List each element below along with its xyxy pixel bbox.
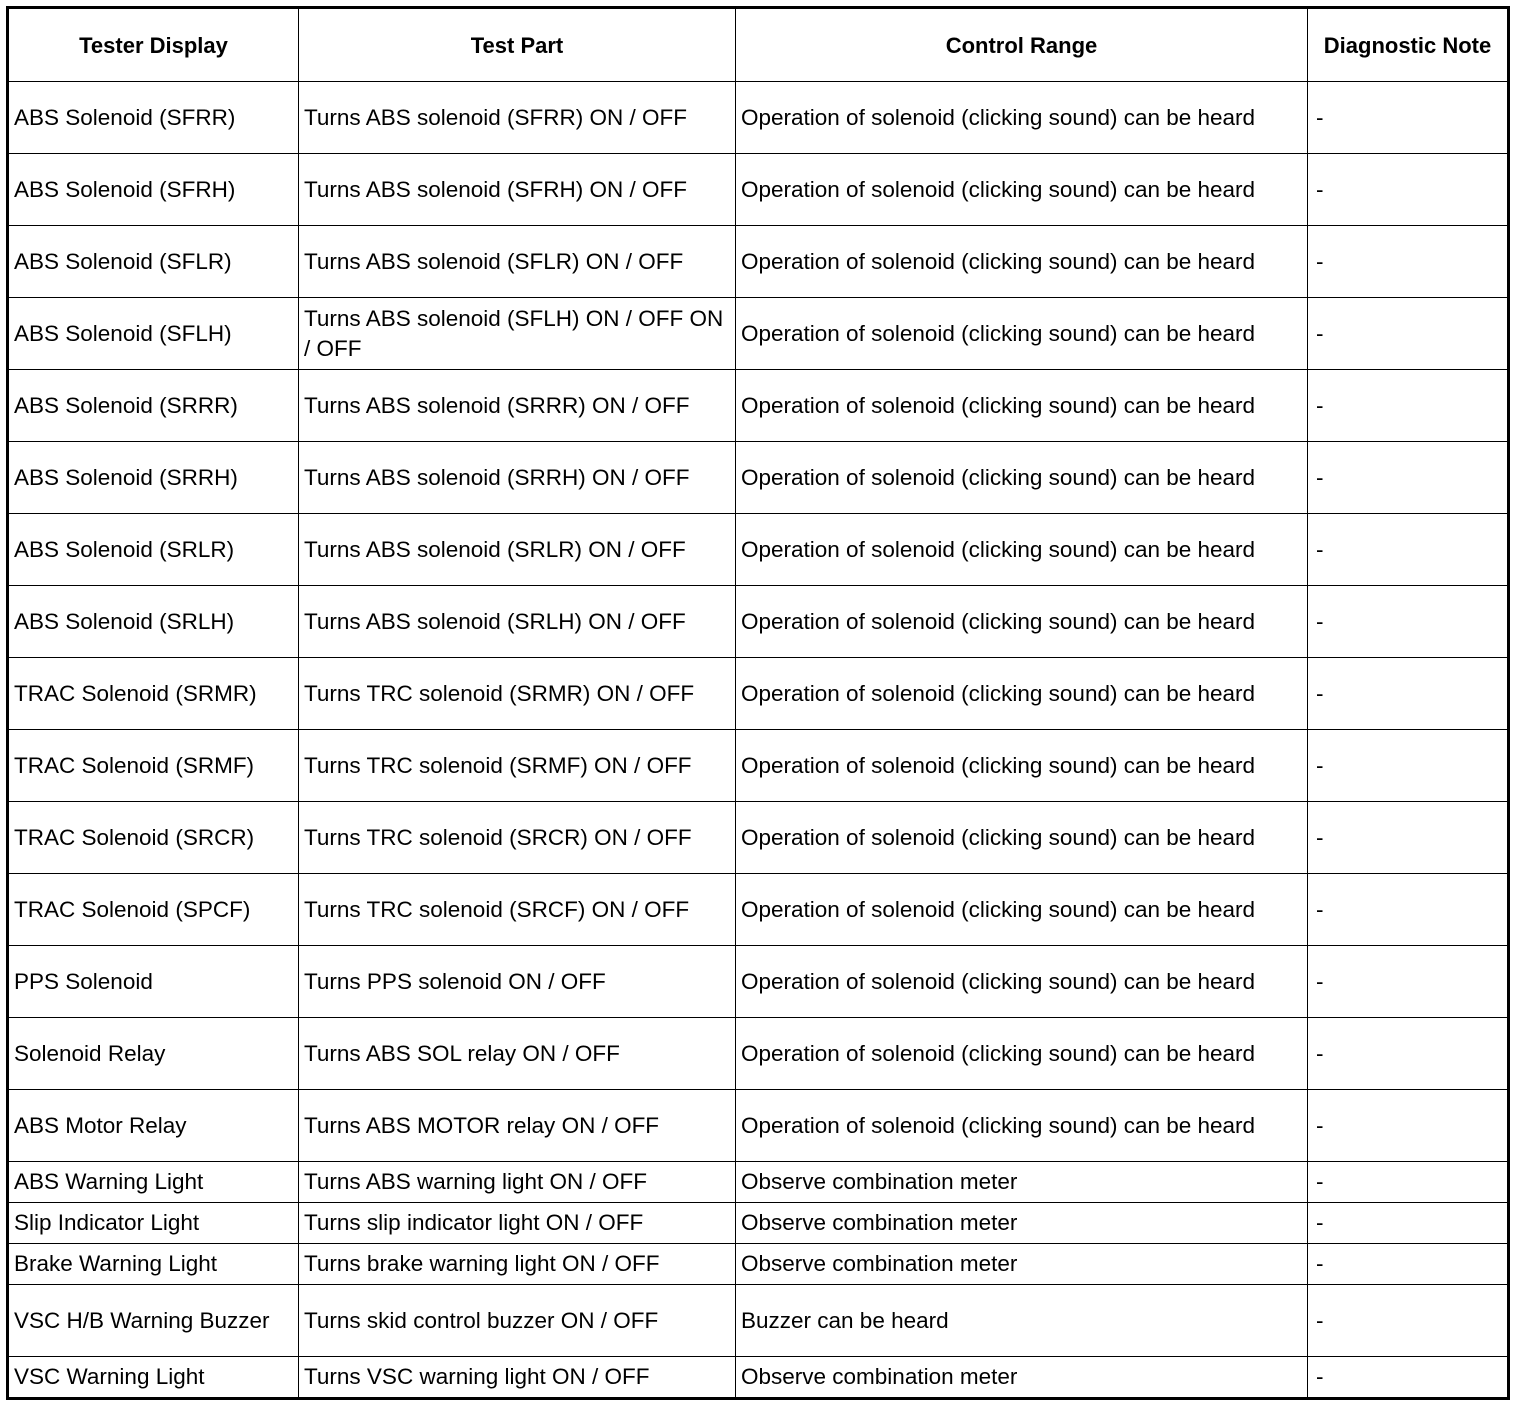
table-row (8, 1162, 1509, 1203)
table-row (8, 1018, 1509, 1090)
tester-display-cell: TRAC Solenoid (SRCR) (8, 802, 299, 874)
tester-display-cell: ABS Warning Light (8, 1162, 299, 1203)
tester-display-cell: ABS Solenoid (SRRR) (8, 370, 299, 442)
control-range-cell: Operation of solenoid (clicking sound) can be heard (736, 1018, 1308, 1090)
tester-display-cell: VSC Warning Light (8, 1357, 299, 1399)
diagnostic-note-cell: - (1308, 658, 1509, 730)
test-part-cell: Turns PPS solenoid ON / OFF (299, 946, 736, 1018)
tester-display-cell: TRAC Solenoid (SRMF) (8, 730, 299, 802)
diagnostic-note-cell: - (1308, 298, 1509, 370)
tester-display-cell: Solenoid Relay (8, 1018, 299, 1090)
test-part-cell: Turns TRC solenoid (SRCR) ON / OFF (299, 802, 736, 874)
tester-display-cell: ABS Solenoid (SFLR) (8, 226, 299, 298)
test-part-cell: Turns ABS solenoid (SRRR) ON / OFF (299, 370, 736, 442)
control-range-cell: Operation of solenoid (clicking sound) can be heard (736, 370, 1308, 442)
header-row (8, 8, 1509, 82)
table-row (8, 730, 1509, 802)
control-range-cell: Operation of solenoid (clicking sound) can be heard (736, 586, 1308, 658)
table-row (8, 1090, 1509, 1162)
test-part-cell: Turns VSC warning light ON / OFF (299, 1357, 736, 1399)
table-row (8, 442, 1509, 514)
table-row (8, 1285, 1509, 1357)
table-row (8, 586, 1509, 658)
table-row (8, 370, 1509, 442)
table-row (8, 874, 1509, 946)
control-range-cell: Observe combination meter (736, 1203, 1308, 1244)
test-part-cell: Turns ABS solenoid (SFLR) ON / OFF (299, 226, 736, 298)
diagnostic-note-cell: - (1308, 1285, 1509, 1357)
diagnostic-note-cell: - (1308, 802, 1509, 874)
control-range-cell: Operation of solenoid (clicking sound) can be heard (736, 226, 1308, 298)
diagnostic-note-cell: - (1308, 1203, 1509, 1244)
control-range-cell: Observe combination meter (736, 1162, 1308, 1203)
active-test-table (6, 6, 1510, 1400)
control-range-cell: Operation of solenoid (clicking sound) can be heard (736, 1090, 1308, 1162)
control-range-cell: Observe combination meter (736, 1244, 1308, 1285)
control-range-cell: Operation of solenoid (clicking sound) can be heard (736, 802, 1308, 874)
test-part-cell: Turns skid control buzzer ON / OFF (299, 1285, 736, 1357)
table-row (8, 298, 1509, 370)
table-row (8, 226, 1509, 298)
test-part-cell: Turns brake warning light ON / OFF (299, 1244, 736, 1285)
control-range-cell: Operation of solenoid (clicking sound) can be heard (736, 442, 1308, 514)
diagnostic-note-cell: - (1308, 442, 1509, 514)
tester-display-cell: ABS Solenoid (SRRH) (8, 442, 299, 514)
header-control-range: Control Range (736, 8, 1308, 82)
diagnostic-note-cell: - (1308, 1090, 1509, 1162)
diagnostic-note-cell: - (1308, 226, 1509, 298)
tester-display-cell: ABS Motor Relay (8, 1090, 299, 1162)
test-part-cell: Turns ABS solenoid (SFLH) ON / OFF ON / OFF (299, 298, 736, 370)
control-range-cell: Operation of solenoid (clicking sound) can be heard (736, 658, 1308, 730)
tester-display-cell: VSC H/B Warning Buzzer (8, 1285, 299, 1357)
control-range-cell: Operation of solenoid (clicking sound) can be heard (736, 298, 1308, 370)
diagnostic-note-cell: - (1308, 874, 1509, 946)
tester-display-cell: PPS Solenoid (8, 946, 299, 1018)
tester-display-cell: ABS Solenoid (SRLR) (8, 514, 299, 586)
table-body (8, 82, 1509, 1399)
header-test-part: Test Part (299, 8, 736, 82)
table-wrapper (6, 6, 1510, 1400)
tester-display-cell: Brake Warning Light (8, 1244, 299, 1285)
table-row (8, 946, 1509, 1018)
test-part-cell: Turns ABS solenoid (SRRH) ON / OFF (299, 442, 736, 514)
control-range-cell: Operation of solenoid (clicking sound) can be heard (736, 874, 1308, 946)
test-part-cell: Turns ABS solenoid (SFRH) ON / OFF (299, 154, 736, 226)
tester-display-cell: ABS Solenoid (SFRH) (8, 154, 299, 226)
diagnostic-note-cell: - (1308, 1357, 1509, 1399)
control-range-cell: Operation of solenoid (clicking sound) can be heard (736, 82, 1308, 154)
diagnostic-note-cell: - (1308, 1018, 1509, 1090)
control-range-cell: Operation of solenoid (clicking sound) can be heard (736, 514, 1308, 586)
control-range-cell: Operation of solenoid (clicking sound) can be heard (736, 154, 1308, 226)
test-part-cell: Turns ABS solenoid (SRLR) ON / OFF (299, 514, 736, 586)
tester-display-cell: ABS Solenoid (SRLH) (8, 586, 299, 658)
diagnostic-note-cell: - (1308, 946, 1509, 1018)
test-part-cell: Turns slip indicator light ON / OFF (299, 1203, 736, 1244)
test-part-cell: Turns ABS solenoid (SFRR) ON / OFF (299, 82, 736, 154)
test-part-cell: Turns ABS MOTOR relay ON / OFF (299, 1090, 736, 1162)
table-row (8, 1203, 1509, 1244)
tester-display-cell: Slip Indicator Light (8, 1203, 299, 1244)
table-row (8, 658, 1509, 730)
header-tester-display: Tester Display (8, 8, 299, 82)
test-part-cell: Turns ABS solenoid (SRLH) ON / OFF (299, 586, 736, 658)
test-part-cell: Turns ABS warning light ON / OFF (299, 1162, 736, 1203)
table-row (8, 154, 1509, 226)
test-part-cell: Turns ABS SOL relay ON / OFF (299, 1018, 736, 1090)
table-row (8, 1244, 1509, 1285)
tester-display-cell: ABS Solenoid (SFLH) (8, 298, 299, 370)
diagnostic-note-cell: - (1308, 730, 1509, 802)
control-range-cell: Operation of solenoid (clicking sound) can be heard (736, 946, 1308, 1018)
header-diagnostic-note: Diagnostic Note (1308, 8, 1509, 82)
control-range-cell: Observe combination meter (736, 1357, 1308, 1399)
table-row (8, 1357, 1509, 1399)
test-part-cell: Turns TRC solenoid (SRMF) ON / OFF (299, 730, 736, 802)
diagnostic-note-cell: - (1308, 82, 1509, 154)
table-row (8, 82, 1509, 154)
diagnostic-note-cell: - (1308, 514, 1509, 586)
test-part-cell: Turns TRC solenoid (SRMR) ON / OFF (299, 658, 736, 730)
table-row (8, 802, 1509, 874)
diagnostic-note-cell: - (1308, 586, 1509, 658)
tester-display-cell: TRAC Solenoid (SRMR) (8, 658, 299, 730)
diagnostic-note-cell: - (1308, 1244, 1509, 1285)
diagnostic-note-cell: - (1308, 370, 1509, 442)
diagnostic-note-cell: - (1308, 1162, 1509, 1203)
tester-display-cell: ABS Solenoid (SFRR) (8, 82, 299, 154)
diagnostic-note-cell: - (1308, 154, 1509, 226)
test-part-cell: Turns TRC solenoid (SRCF) ON / OFF (299, 874, 736, 946)
tester-display-cell: TRAC Solenoid (SPCF) (8, 874, 299, 946)
table-row (8, 514, 1509, 586)
control-range-cell: Operation of solenoid (clicking sound) can be heard (736, 730, 1308, 802)
control-range-cell: Buzzer can be heard (736, 1285, 1308, 1357)
